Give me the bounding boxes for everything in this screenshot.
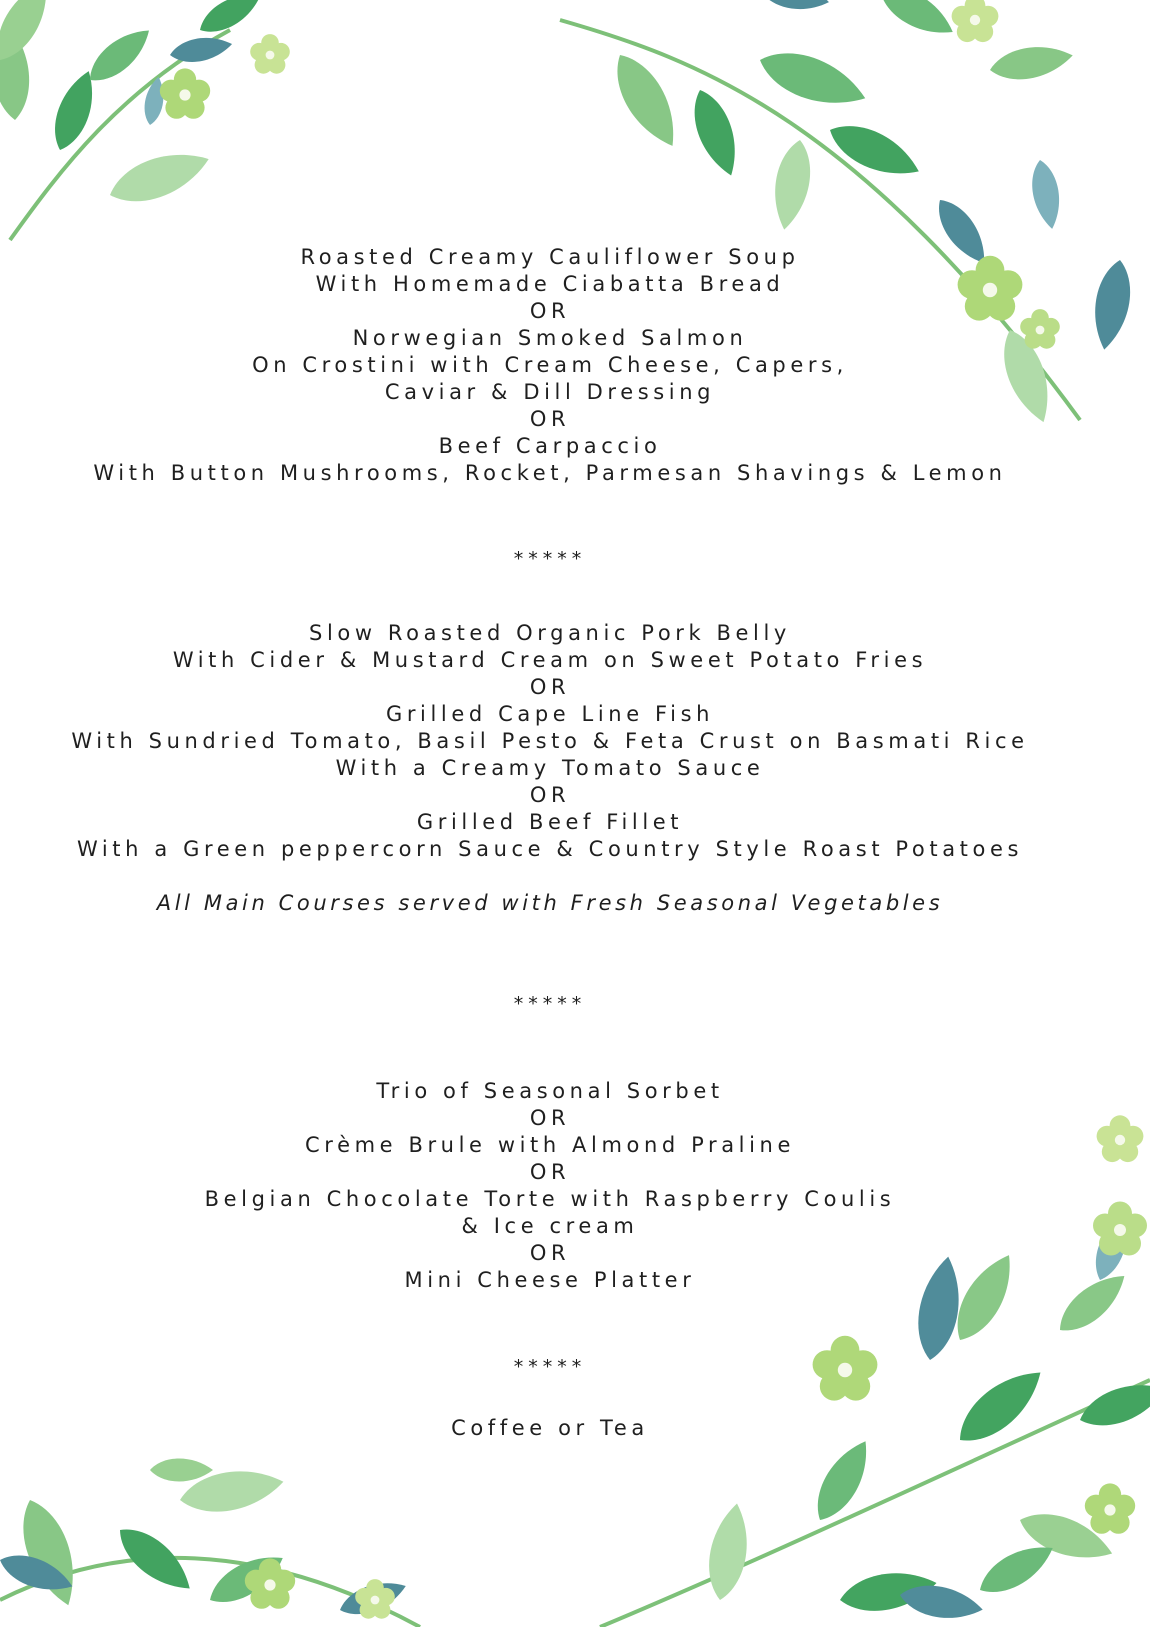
closing-line: Coffee or Tea xyxy=(451,1416,649,1440)
dessert-line: Mini Cheese Platter xyxy=(404,1268,696,1292)
course-divider: ***** xyxy=(513,548,587,570)
mains-note: All Main Courses served with Fresh Seasonal Vegetables xyxy=(156,891,944,915)
main-line: With a Creamy Tomato Sauce xyxy=(335,756,765,780)
or-divider: OR xyxy=(529,1160,571,1184)
starter-line: Norwegian Smoked Salmon xyxy=(352,326,748,350)
or-divider: OR xyxy=(529,675,571,699)
starter-line: Beef Carpaccio xyxy=(438,434,662,458)
or-divider: OR xyxy=(529,299,571,323)
starter-line: Caviar & Dill Dressing xyxy=(384,380,716,404)
main-line: Grilled Cape Line Fish xyxy=(385,702,715,726)
main-line: Grilled Beef Fillet xyxy=(416,810,684,834)
starter-line: With Button Mushrooms, Rocket, Parmesan Shavings & Lemon xyxy=(93,461,1007,485)
dessert-line: & Ice cream xyxy=(461,1214,639,1238)
course-divider: ***** xyxy=(513,1356,587,1378)
dessert-line: Trio of Seasonal Sorbet xyxy=(376,1079,724,1103)
main-line: With Cider & Mustard Cream on Sweet Potato Fries xyxy=(172,648,928,672)
starter-line: Roasted Creamy Cauliflower Soup xyxy=(300,245,800,269)
starter-line: With Homemade Ciabatta Bread xyxy=(315,272,785,296)
dessert-line: Crème Brule with Almond Praline xyxy=(305,1133,795,1157)
or-divider: OR xyxy=(529,783,571,807)
dessert-line: Belgian Chocolate Torte with Raspberry Coulis xyxy=(204,1187,896,1211)
starter-line: On Crostini with Cream Cheese, Capers, xyxy=(252,353,848,377)
course-divider: ***** xyxy=(513,993,587,1015)
main-line: With Sundried Tomato, Basil Pesto & Feta Crust on Basmati Rice xyxy=(71,729,1029,753)
or-divider: OR xyxy=(529,1241,571,1265)
or-divider: OR xyxy=(529,407,571,431)
main-line: Slow Roasted Organic Pork Belly xyxy=(309,621,791,645)
main-line: With a Green peppercorn Sauce & Country Style Roast Potatoes xyxy=(76,837,1024,861)
or-divider: OR xyxy=(529,1106,571,1130)
